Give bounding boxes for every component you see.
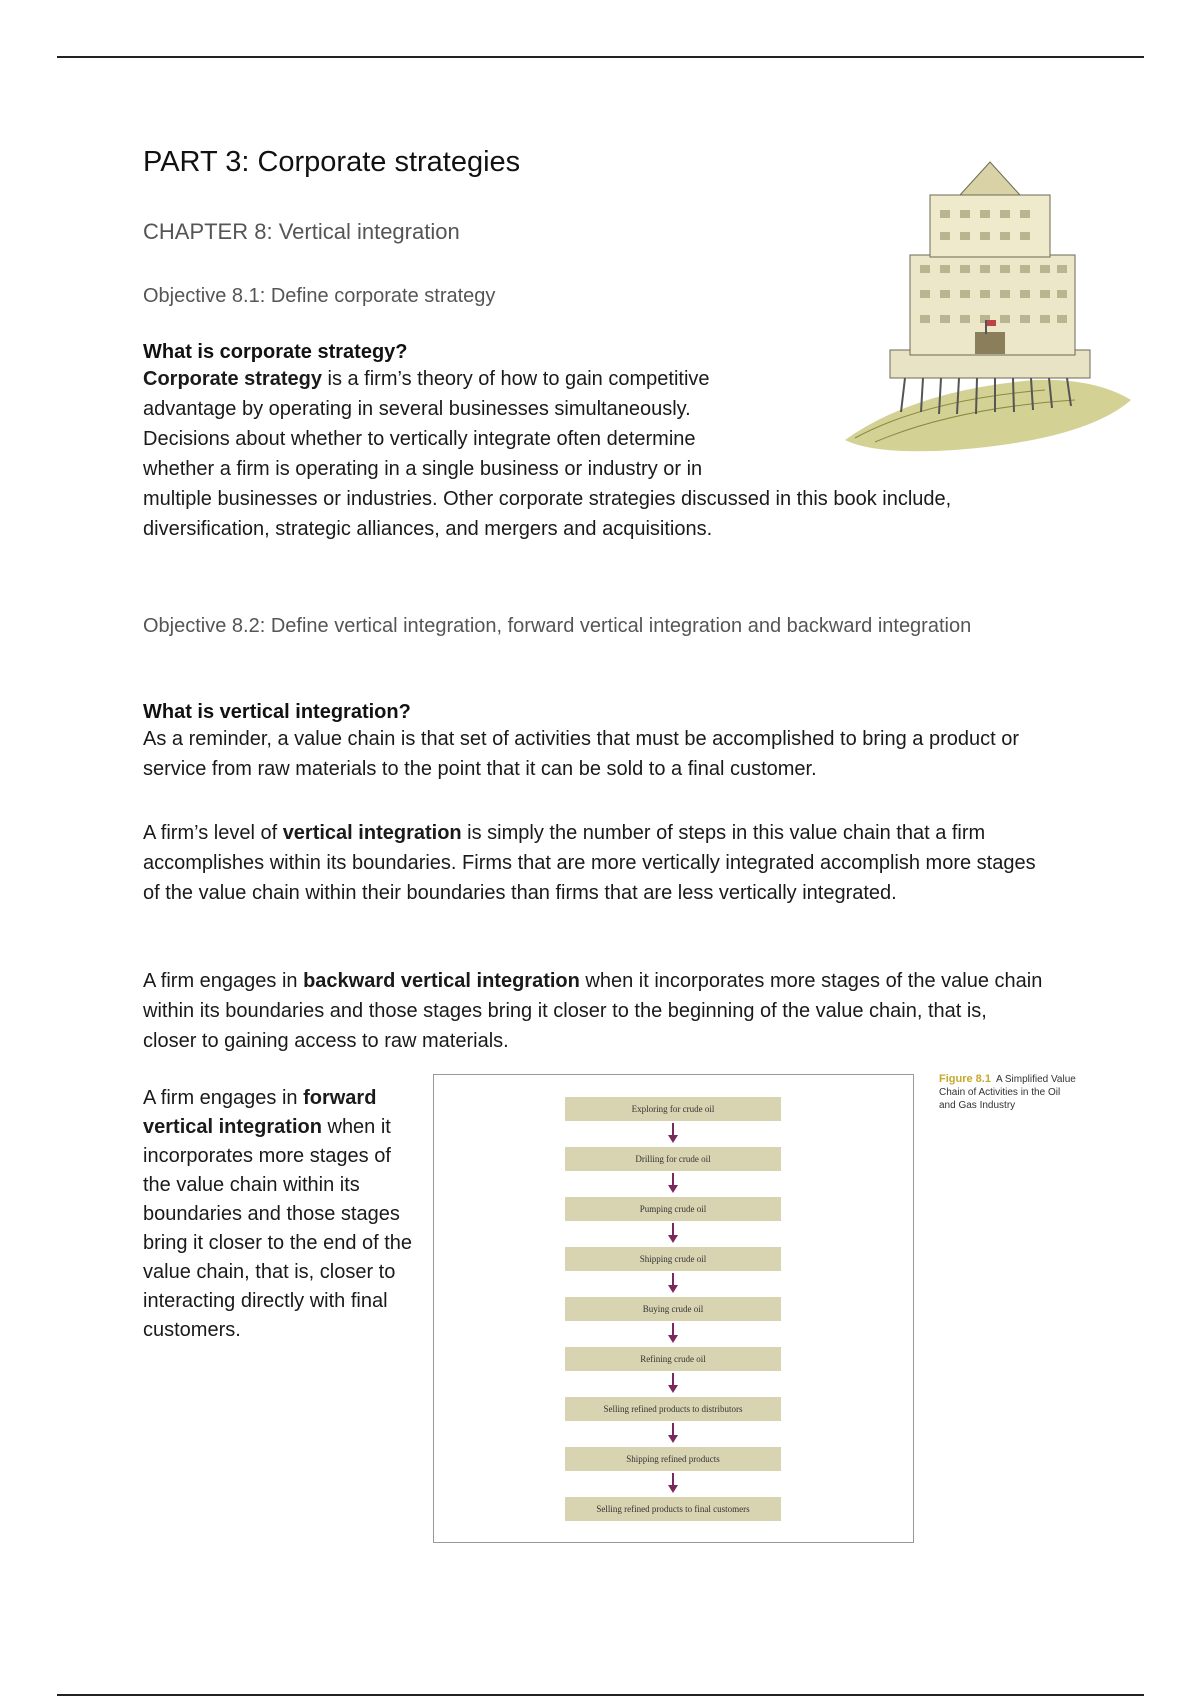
backward-integration-paragraph: A firm engages in backward vertical integration when it incorporates more stages of the value chain within its boundaries and those stages bring it closer to the beginning of the value chain, that is, closer to gaining access to raw materials.	[143, 970, 1043, 1052]
down-arrow-icon	[667, 1272, 679, 1294]
down-arrow-icon	[667, 1322, 679, 1344]
term-forward-vertical-integration: forward vertical integration	[143, 1087, 377, 1138]
down-arrow-icon	[667, 1422, 679, 1444]
objective-8-1: Objective 8.1: Define corporate strategy	[143, 285, 496, 307]
objective-8-2: Objective 8.2: Define vertical integration, forward vertical integration and backward integration	[143, 615, 972, 637]
building-illustration	[835, 150, 1135, 460]
vertical-integration-paragraph: A firm’s level of vertical integration is simply the number of steps in this value chain that a firm accomplishes within its boundaries. Firms that are more vertically integrated accomplish more stages of the value chain within their boundaries than firms that are less vertically integrated.	[143, 822, 1036, 904]
down-arrow-icon	[667, 1472, 679, 1494]
flow-step: Shipping refined products	[565, 1447, 781, 1471]
vertical-integration-section	[143, 701, 1043, 784]
flow-step: Selling refined products to distributors	[565, 1397, 781, 1421]
term-corporate-strategy: Corporate strategy	[143, 368, 322, 390]
forward-integration-paragraph: A firm engages in forward vertical integration when it incorporates more stages of the value chain within its boundaries and those stages bring it closer to the end of the value chain, that is, closer to interacting directly with final customers.	[143, 1087, 413, 1341]
flow-step: Drilling for crude oil	[565, 1147, 781, 1171]
bottom-rule	[57, 1694, 1144, 1696]
part-title: PART 3: Corporate strategies	[143, 146, 521, 178]
down-arrow-icon	[667, 1222, 679, 1244]
top-rule	[57, 56, 1144, 58]
down-arrow-icon	[667, 1172, 679, 1194]
figure-caption: Figure 8.1 A Simplified Value Chain of Activities in the Oil and Gas Industry	[939, 1073, 1076, 1111]
chapter-title: CHAPTER 8: Vertical integration	[143, 219, 460, 244]
flow-step: Exploring for crude oil	[565, 1097, 781, 1121]
term-vertical-integration: vertical integration	[282, 822, 462, 844]
flow-step: Pumping crude oil	[565, 1197, 781, 1221]
figure-label: Figure 8.1	[939, 1073, 991, 1085]
flow-step: Shipping crude oil	[565, 1247, 781, 1271]
flow-step: Selling refined products to final customers	[565, 1497, 781, 1521]
down-arrow-icon	[667, 1122, 679, 1144]
down-arrow-icon	[667, 1372, 679, 1394]
question-heading: What is corporate strategy?	[143, 341, 408, 363]
flow-step: Buying crude oil	[565, 1297, 781, 1321]
value-chain-paragraph: As a reminder, a value chain is that set of activities that must be accomplished to bring a product or service from raw materials to the point that it can be sold to a final customer.	[143, 728, 1020, 780]
term-backward-vertical-integration: backward vertical integration	[303, 970, 580, 992]
corporate-strategy-paragraph: Corporate strategy is a firm’s theory of how to gain competitive advantage by operating in several businesses simultaneously. Decisions about whether to vertically integrate often determine whether a firm is operating in a single business or industry or in multiple businesses or industries. Other corporate strategies discussed in this book include, diversification, strategic alliances, and mergers and acquisitions.	[143, 368, 952, 540]
flow-step: Refining crude oil	[565, 1347, 781, 1371]
question-heading: What is vertical integration?	[143, 701, 411, 723]
